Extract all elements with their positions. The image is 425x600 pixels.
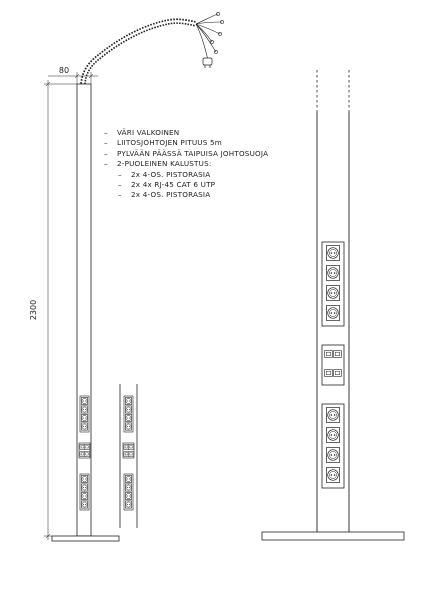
detail-upper-sockets <box>124 396 133 432</box>
note-item: – VÄRI VALKOINEN <box>104 128 180 137</box>
right-data-outlet-panel <box>322 345 344 385</box>
note-item: – 2-PUOLEINEN KALUSTUS: <box>104 159 212 169</box>
right-pole <box>262 70 404 540</box>
note-item: – LIITOSJOHTOJEN PITUUS 5m <box>104 138 222 148</box>
cable-ends <box>196 12 224 60</box>
specification-notes <box>104 128 268 201</box>
note-sub-item: – 2x 4-OS. PISTORASIA <box>118 190 211 200</box>
upper-socket-block <box>80 396 89 432</box>
plug-icon <box>203 58 212 68</box>
lower-socket-block <box>80 474 89 510</box>
detail-lower-sockets <box>124 474 133 510</box>
detail-data-outlets <box>123 443 134 458</box>
right-pole-base <box>262 532 404 540</box>
height-dimension <box>44 80 77 540</box>
data-outlet-block <box>79 443 90 458</box>
note-item: – PYLVÄÄN PÄÄSSÄ TAIPUISA JOHTOSUOJA <box>104 148 269 158</box>
height-dimension-label: 2300 <box>29 299 38 321</box>
second-side-detail <box>120 384 137 528</box>
right-upper-socket-panel <box>322 242 344 326</box>
left-pole <box>29 12 224 541</box>
width-dimension-label: 80 <box>58 66 70 75</box>
width-dimension <box>48 72 98 84</box>
note-sub-item: – 2x 4-OS. PISTORASIA <box>118 169 211 179</box>
pole-body <box>77 84 91 536</box>
pole-base <box>52 536 119 541</box>
right-lower-socket-panel <box>322 404 344 488</box>
note-sub-item: – 2x 4x RJ-45 CAT 6 UTP <box>118 180 216 190</box>
